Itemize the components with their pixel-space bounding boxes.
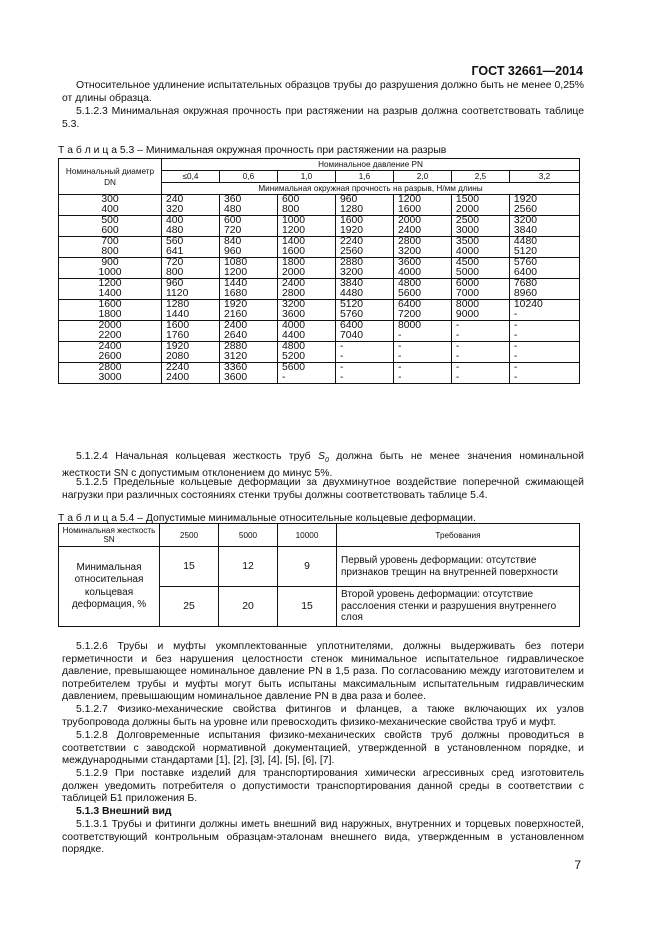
strength-cell: 1920 xyxy=(335,226,393,237)
strength-cell: 840 xyxy=(219,237,277,248)
strength-cell: - xyxy=(335,363,393,374)
pn-value: 1,0 xyxy=(277,171,335,183)
strength-cell: 1680 xyxy=(219,289,277,300)
strength-cell: 2880 xyxy=(219,342,277,353)
diameter-cell: 600 xyxy=(59,226,162,237)
table-row xyxy=(59,195,580,206)
strength-cell: 1120 xyxy=(162,289,220,300)
strength-cell: 1920 xyxy=(509,195,579,206)
pn-value: 3,2 xyxy=(509,171,579,183)
strength-cell: 1080 xyxy=(219,258,277,269)
strength-cell: 2640 xyxy=(219,331,277,342)
strength-cell: 2000 xyxy=(451,205,509,216)
strength-cell: 720 xyxy=(219,226,277,237)
strength-cell: 4480 xyxy=(335,289,393,300)
diameter-cell: 800 xyxy=(59,247,162,258)
strength-cell: 7040 xyxy=(335,331,393,342)
deformation-value: 9 xyxy=(278,547,337,587)
strength-cell: 960 xyxy=(162,279,220,290)
strength-cell: 1280 xyxy=(335,205,393,216)
table-row xyxy=(59,226,580,237)
document-header: ГОСТ 32661—2014 xyxy=(471,64,583,78)
strength-cell: 3200 xyxy=(393,247,451,258)
header-requirements: Требования xyxy=(337,524,580,547)
strength-cell: 8960 xyxy=(509,289,579,300)
table-row xyxy=(59,258,580,269)
strength-cell: 5120 xyxy=(509,247,579,258)
paragraph-5-1-2-7: 5.1.2.7 Физико-механические свойства фитингов и фланцев, а также включающих их узлов трубопровода должны быть на уровне или превосходить физико-механические свойства труб и муфт. xyxy=(62,704,584,728)
strength-cell: 480 xyxy=(219,205,277,216)
strength-cell: 5600 xyxy=(277,363,335,374)
strength-cell: 1200 xyxy=(219,268,277,279)
strength-cell: 1440 xyxy=(162,310,220,321)
strength-cell: - xyxy=(451,363,509,374)
strength-cell: 641 xyxy=(162,247,220,258)
strength-cell: 3600 xyxy=(277,310,335,321)
diameter-cell: 2600 xyxy=(59,352,162,363)
strength-cell: - xyxy=(509,352,579,363)
strength-cell: 2560 xyxy=(335,247,393,258)
table-row xyxy=(59,331,580,342)
table-row xyxy=(59,205,580,216)
strength-cell: 8000 xyxy=(393,321,451,332)
pn-value: 1,6 xyxy=(335,171,393,183)
strength-cell: 3200 xyxy=(335,268,393,279)
strength-cell: - xyxy=(393,331,451,342)
table-row xyxy=(59,279,580,290)
strength-cell: - xyxy=(451,331,509,342)
strength-cell: 5600 xyxy=(393,289,451,300)
header-nominal-pressure: Номинальное давление PN xyxy=(162,159,580,171)
strength-cell: 7680 xyxy=(509,279,579,290)
strength-cell: 1400 xyxy=(277,237,335,248)
strength-cell: 3840 xyxy=(509,226,579,237)
strength-cell: 2560 xyxy=(509,205,579,216)
section-heading-appearance: 5.1.3 Внешний вид xyxy=(76,806,172,817)
strength-cell: 960 xyxy=(219,247,277,258)
strength-cell: - xyxy=(393,352,451,363)
strength-cell: 3840 xyxy=(335,279,393,290)
strength-cell: 2000 xyxy=(393,216,451,227)
pn-value: ≤0,4 xyxy=(162,171,220,183)
table-row xyxy=(59,310,580,321)
strength-cell: - xyxy=(393,342,451,353)
strength-cell: 4000 xyxy=(451,247,509,258)
paragraph-5-1-2-9: 5.1.2.9 При поставке изделий для транспортирования химически агрессивных сред изготовитель должен уведомить потребителя о допустимости транспортирования данной среды в соответствии с таблицей Б1 приложения Б. xyxy=(62,768,584,805)
table-row xyxy=(59,321,580,332)
header-sn-2500: 2500 xyxy=(160,524,219,547)
table-5-4-caption-text: – Допустимые минимальные относительные кольцевые деформации. xyxy=(134,513,476,524)
strength-cell: - xyxy=(509,331,579,342)
strength-cell: 9000 xyxy=(451,310,509,321)
deformation-value: 20 xyxy=(219,587,278,627)
paragraph-elongation: Относительное удлинение испытательных образцов трубы до разрушения должно быть не менее 0,25% от длины образца. xyxy=(62,80,584,104)
diameter-cell: 1000 xyxy=(59,268,162,279)
strength-cell: - xyxy=(451,352,509,363)
strength-cell: 480 xyxy=(162,226,220,237)
table-5-3-body xyxy=(59,195,580,384)
strength-cell: - xyxy=(509,363,579,374)
table-5-3-caption xyxy=(58,145,446,156)
table-5-3-caption-prefix: Т а б л и ц а 5.3 xyxy=(58,145,135,156)
strength-cell: 5760 xyxy=(509,258,579,269)
table-5-3 xyxy=(58,158,580,384)
strength-cell: 800 xyxy=(162,268,220,279)
strength-cell: 5000 xyxy=(451,268,509,279)
strength-cell: 600 xyxy=(219,216,277,227)
header-sn-10000: 10000 xyxy=(278,524,337,547)
strength-cell: 2800 xyxy=(393,237,451,248)
deformation-value: 15 xyxy=(278,587,337,627)
strength-cell: 2500 xyxy=(451,216,509,227)
deformation-value: 15 xyxy=(160,547,219,587)
table-5-3-caption-text: – Минимальная окружная прочность при растяжении на разрыв xyxy=(134,145,447,156)
diameter-cell: 2400 xyxy=(59,342,162,353)
strength-cell: 1600 xyxy=(277,247,335,258)
strength-cell: 1200 xyxy=(393,195,451,206)
diameter-cell: 2000 xyxy=(59,321,162,332)
strength-cell: - xyxy=(393,363,451,374)
strength-cell: 2240 xyxy=(162,363,220,374)
strength-cell: 3200 xyxy=(509,216,579,227)
strength-cell: 3360 xyxy=(219,363,277,374)
strength-cell: 5120 xyxy=(335,300,393,311)
deformation-value: 12 xyxy=(219,547,278,587)
header-nominal-diameter: Номинальный диаметр DN xyxy=(59,159,162,195)
strength-cell: 10240 xyxy=(509,300,579,311)
diameter-cell: 1200 xyxy=(59,279,162,290)
strength-cell: 1600 xyxy=(393,205,451,216)
strength-cell: 960 xyxy=(335,195,393,206)
diameter-cell: 1600 xyxy=(59,300,162,311)
strength-cell: 2000 xyxy=(277,268,335,279)
diameter-cell: 900 xyxy=(59,258,162,269)
paragraph-5-1-2-4: 5.1.2.4 Начальная кольцевая жесткость труб $S_0$ должна быть не менее значения номинальной жесткости SN с допустимым отклонением до минус 5%. xyxy=(62,451,584,479)
paragraph-5-1-2-6: 5.1.2.6 Трубы и муфты укомплектованные уплотнителями, должны выдерживать без потери герметичности и без нарушения целостности стенок минимальное испытательное гидравлическое давление, превышающее номинальное давление PN в 1,5 раза. По согласованию между изготовителем и потребителем трубы и муфты могут быть испытаны максимальным испытательным гидравлическим давлением, превышающим номинальное давление PN в два раза и более. xyxy=(62,641,584,703)
diameter-cell: 300 xyxy=(59,195,162,206)
table-row xyxy=(59,247,580,258)
strength-cell: 3600 xyxy=(219,373,277,384)
table-row xyxy=(59,216,580,227)
strength-cell: 2400 xyxy=(277,279,335,290)
table-row xyxy=(59,237,580,248)
strength-cell: 3120 xyxy=(219,352,277,363)
diameter-cell: 700 xyxy=(59,237,162,248)
strength-cell: 8000 xyxy=(451,300,509,311)
strength-cell: 5760 xyxy=(335,310,393,321)
strength-cell: 320 xyxy=(162,205,220,216)
table-5-4 xyxy=(58,523,580,627)
deformation-value: 25 xyxy=(160,587,219,627)
strength-cell: 240 xyxy=(162,195,220,206)
strength-cell: 2080 xyxy=(162,352,220,363)
header-min-strength: Минимальная окружная прочность на разрыв, Н/мм длины xyxy=(162,183,580,195)
strength-cell: - xyxy=(451,342,509,353)
strength-cell: 4480 xyxy=(509,237,579,248)
header-sn-5000: 5000 xyxy=(219,524,278,547)
table-row xyxy=(59,268,580,279)
strength-cell: 6000 xyxy=(451,279,509,290)
diameter-cell: 1800 xyxy=(59,310,162,321)
diameter-cell: 3000 xyxy=(59,373,162,384)
diameter-cell: 500 xyxy=(59,216,162,227)
strength-cell: 600 xyxy=(277,195,335,206)
strength-cell: - xyxy=(509,310,579,321)
diameter-cell: 1400 xyxy=(59,289,162,300)
strength-cell: 5200 xyxy=(277,352,335,363)
strength-cell: 6400 xyxy=(509,268,579,279)
paragraph-5-1-2-5: 5.1.2.5 Предельные кольцевые деформации за двухминутное воздействие поперечной сжимающей нагрузки при различных состояниях стенки трубы должны соответствовать таблице 5.4. xyxy=(62,477,584,501)
strength-cell: - xyxy=(451,321,509,332)
strength-cell: 3000 xyxy=(451,226,509,237)
strength-cell: 1600 xyxy=(162,321,220,332)
table-row xyxy=(59,300,580,311)
strength-cell: 800 xyxy=(277,205,335,216)
table-5-4-caption-prefix: Т а б л и ц а 5.4 xyxy=(58,513,135,524)
strength-cell: 4800 xyxy=(277,342,335,353)
strength-cell: 1000 xyxy=(277,216,335,227)
strength-cell: 6400 xyxy=(335,321,393,332)
strength-cell: - xyxy=(509,342,579,353)
strength-cell: 400 xyxy=(162,216,220,227)
table-row xyxy=(59,373,580,384)
strength-cell: 6400 xyxy=(393,300,451,311)
strength-cell: 1920 xyxy=(162,342,220,353)
strength-cell: 7200 xyxy=(393,310,451,321)
strength-cell: 4000 xyxy=(393,268,451,279)
row-label-deformation: Минимальная относительная кольцевая деформация, % xyxy=(59,547,160,627)
strength-cell: - xyxy=(393,373,451,384)
strength-cell: 3500 xyxy=(451,237,509,248)
strength-cell: 2400 xyxy=(393,226,451,237)
strength-cell: 1800 xyxy=(277,258,335,269)
strength-cell: - xyxy=(509,373,579,384)
strength-cell: - xyxy=(509,321,579,332)
strength-cell: 4500 xyxy=(451,258,509,269)
strength-cell: 7000 xyxy=(451,289,509,300)
strength-cell: 1500 xyxy=(451,195,509,206)
paragraph-5-1-2-3: 5.1.2.3 Минимальная окружная прочность при растяжении на разрыв должна соответствовать таблице 5.3. xyxy=(62,106,584,130)
strength-cell: 1440 xyxy=(219,279,277,290)
pn-value: 2,5 xyxy=(451,171,509,183)
strength-cell: - xyxy=(277,373,335,384)
paragraph-5-1-3-1: 5.1.3.1 Трубы и фитинги должны иметь внешний вид наружных, внутренних и торцевых поверхностей, соответствующий контрольным образцам-эталонам внешнего вида, утвержденным в установленном порядке. xyxy=(62,819,584,856)
strength-cell: 4000 xyxy=(277,321,335,332)
strength-cell: - xyxy=(335,342,393,353)
strength-cell: 560 xyxy=(162,237,220,248)
strength-cell: 2880 xyxy=(335,258,393,269)
diameter-cell: 2200 xyxy=(59,331,162,342)
table-row xyxy=(59,342,580,353)
strength-cell: 1600 xyxy=(335,216,393,227)
page-number: 7 xyxy=(574,858,581,872)
strength-cell: - xyxy=(335,352,393,363)
table-row xyxy=(59,352,580,363)
pn-value: 0,6 xyxy=(219,171,277,183)
strength-cell: 2400 xyxy=(162,373,220,384)
diameter-cell: 2800 xyxy=(59,363,162,374)
strength-cell: - xyxy=(335,373,393,384)
pn-value: 2,0 xyxy=(393,171,451,183)
strength-cell: 360 xyxy=(219,195,277,206)
strength-cell: 3200 xyxy=(277,300,335,311)
strength-cell: - xyxy=(451,373,509,384)
strength-cell: 1760 xyxy=(162,331,220,342)
strength-cell: 2800 xyxy=(277,289,335,300)
header-nominal-stiffness: Номинальная жесткость SN xyxy=(59,524,160,547)
diameter-cell: 400 xyxy=(59,205,162,216)
strength-cell: 1920 xyxy=(219,300,277,311)
strength-cell: 3600 xyxy=(393,258,451,269)
strength-cell: 2240 xyxy=(335,237,393,248)
strength-cell: 2160 xyxy=(219,310,277,321)
table-row xyxy=(59,289,580,300)
strength-cell: 4800 xyxy=(393,279,451,290)
strength-cell: 1200 xyxy=(277,226,335,237)
paragraph-5-1-2-8: 5.1.2.8 Долговременные испытания физико-механических свойств труб должны проводиться в соответствии с заводской нормативной документацией, утвержденной в установленном порядке, и международными стандартами [1], [2], [3], [4], [5], [6], [7]. xyxy=(62,730,584,767)
requirement-level-1: Первый уровень деформации: отсутствие признаков трещин на внутренней поверхности xyxy=(337,547,580,587)
table-row xyxy=(59,363,580,374)
requirement-level-2: Второй уровень деформации: отсутствие расслоения стенки и разрушения внутреннего слоя xyxy=(337,587,580,627)
strength-cell: 2400 xyxy=(219,321,277,332)
strength-cell: 1280 xyxy=(162,300,220,311)
strength-cell: 720 xyxy=(162,258,220,269)
strength-cell: 4400 xyxy=(277,331,335,342)
